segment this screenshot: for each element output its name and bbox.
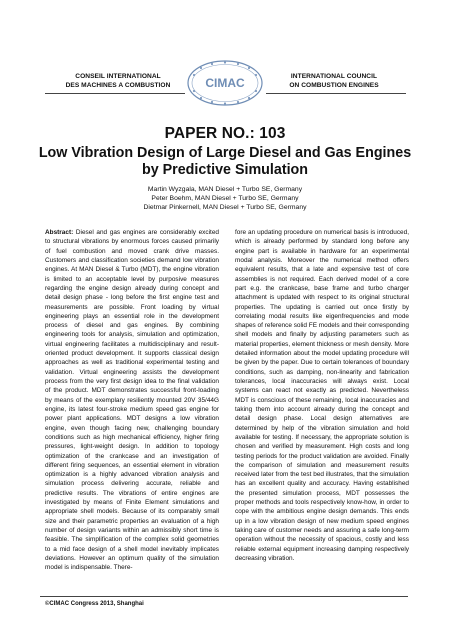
- header-left-line2: DES MACHINES A COMBUSTION: [65, 82, 171, 90]
- author-list: [0, 185, 450, 212]
- author-1: Martin Wyzgala, MAN Diesel + Turbo SE, Germany: [147, 186, 303, 193]
- author-3: Dietmar Pinkernell, MAN Diesel + Turbo SE, Germany: [143, 204, 307, 212]
- author-2: Peter Boehm, MAN Diesel + Turbo SE, Germany: [151, 195, 299, 203]
- abstract-text-right: fore an updating procedure on numerical basis is introduced, which is already performed by standard long before any engine part is available in hardware for an experimental modal analysis. Moreover the numerical method offers equivalent results, that a late and expensive test of core assemblies is not required. Each derived model of a core part e.g. the crankcase, base frame and turbo charger attachment is updated with respect to its original structural properties. The updating is carried out once firstly by correlating modal results like eigenfrequencies and mode shapes of reference solid FE models and their corresponding shell models and finally by adjusting parameters such as material properties, element thickness or mesh density. More detailed information about the model updating procedure will be given by the paper. Due to certain tolerances of boundary conditions, such as damping, non-linearity and fabrication tolerances, local inaccuracies will always exist. Local systems can react not exactly as predicted. Nevertheless MDT is conscious of these remaining, local inaccuracies and taking them into account already during the concept and detail design phase. Local design alternatives are determined by help of the vibration simulation and hold available for testing. If necessary, the appropriate solution is chosen and verified by measurement. High costs and long testing periods for the product validation are avoided. Finally the comparison of simulation and measurement results received later from the test bed illustrates, that the simulation has an excellent quality and accuracy. Having established the presented simulation process, MDT possesses the proper methods and tools respectively know-how, in order to cope with the ambitious engine design demands. This ends up in a low vibration design of new medium speed engines taking care of customer needs and assuring a safe long-term operation without the necessity of spacious, costly and less reliable external equipment increasing damping respectively decreasing vibration.: [235, 229, 409, 562]
- cimac-logo: [186, 59, 264, 107]
- svg-text:CIMAC: CIMAC: [205, 76, 245, 90]
- header-right-rule: [266, 93, 406, 94]
- header-right-text: [268, 72, 400, 90]
- footer-copyright: ©CIMAC Congress 2013, Shanghai: [45, 601, 144, 607]
- header-left-rule: [45, 93, 185, 94]
- header-left-line1: CONSEIL INTERNATIONAL: [75, 73, 161, 80]
- header-right-line1: INTERNATIONAL COUNCIL: [290, 73, 378, 80]
- paper-number: PAPER NO.: 103: [164, 125, 286, 142]
- abstract-column-left: [45, 228, 219, 573]
- footer-rule: [40, 596, 408, 597]
- abstract-text-left: Diesel and gas engines are considerably excited to structural vibrations by enormous forces caused primarily of fuel combustion and moved crank drive masses. Customers and classification societies demand low vibration engines. At MAN Diesel & Turbo (MDT), the engine vibration is limited to an acceptable level by purposive measures regarding the engine design already during concept and detail design phase - long before the first engine test and measurements are possible. Front loading by virtual engineering plays an essential role in the development process of diesel and gas engines. By combining engineering tools for analysis, simulation and optimization, virtual engineering facilitates a multidisciplinary and result-oriented product development. It supports classical design approaches as well as traditional experimental testing and validation. Virtual engineering assists the development process from the very first design idea to the final validation of the product. MDT demonstrates successful front-loading by means of the exemplary resiliently mounted 20V 35/44G engine, its latest four-stroke medium speed gas engine for power plant applications. MDT designs a low vibration engine, even though facing new, challenging boundary conditions such as high mechanical efficiency, higher firing pressures, light-weight design. In addition to topology optimization of the crankcase and an investigation of different firing sequences, an essential element in vibration optimization is a highly advanced vibration analysis and simulation process delivering accurate, reliable and predictive results. The vibrations of entire engines are investigated by means of Finite Element simulations and appropriate shell models. Because of its comparably small size and their parametric properties an evaluation of a high number of design variants within an admissibly short time is feasible. The simplification of the complex solid geometries to a mid face design of a shell model inevitably implicates deviations. However an optimum quality of the simulation model is indispensable. There-: [45, 229, 219, 572]
- abstract-column-right: [235, 228, 409, 563]
- abstract-label: Abstract:: [45, 229, 76, 236]
- header-right-line2: ON COMBUSTION ENGINES: [289, 82, 379, 90]
- paper-title: Low Vibration Design of Large Diesel and Gas Engines by Predictive Simulation: [38, 145, 412, 178]
- header-left-text: [52, 72, 184, 90]
